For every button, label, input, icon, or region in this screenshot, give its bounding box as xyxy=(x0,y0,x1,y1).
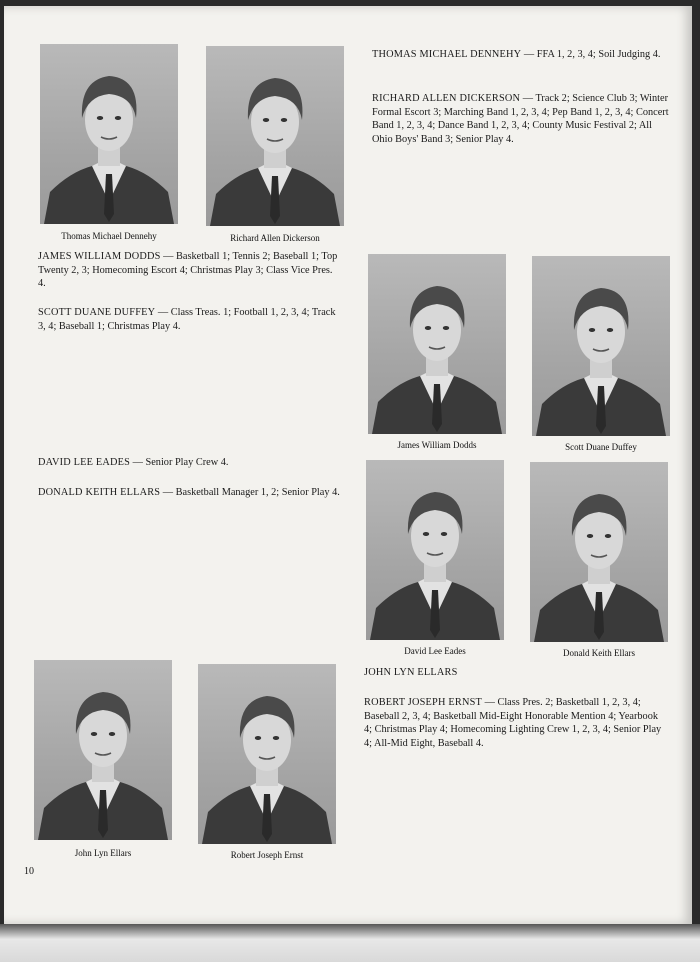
portrait-dodds xyxy=(368,254,506,434)
caption-dickerson: Richard Allen Dickerson xyxy=(230,233,320,243)
caption-ernst: Robert Joseph Ernst xyxy=(230,850,304,860)
caption-ellars-donald: Donald Keith Ellars xyxy=(563,648,635,658)
portrait-silhouette xyxy=(532,256,670,436)
bio-text: — Basketball Manager 1, 2; Senior Play 4. xyxy=(160,487,340,498)
bio-text: — Class Treas. 1; Football 1, 2, 3, 4; Track 3, 4; Baseball 1; Christmas Play 4. xyxy=(38,307,336,332)
bio-name: SCOTT DUANE DUFFEY xyxy=(38,307,156,318)
portrait-silhouette xyxy=(206,46,344,226)
caption-duffey: Scott Duane Duffey xyxy=(565,442,637,452)
bio-ellars-john xyxy=(364,666,666,680)
portrait-eades xyxy=(366,460,504,640)
portrait-dennehy xyxy=(40,44,178,224)
portrait-duffey xyxy=(532,256,670,436)
page-number: 10 xyxy=(24,866,34,877)
portrait-silhouette xyxy=(34,660,172,840)
bio-name: RICHARD ALLEN DICKERSON xyxy=(372,93,521,104)
page-edge-shadow xyxy=(0,924,700,962)
bio-dodds xyxy=(38,250,340,291)
caption-eades: David Lee Eades xyxy=(404,646,466,656)
caption-ellars-john: John Lyn Ellars xyxy=(74,848,132,858)
bio-name: ROBERT JOSEPH ERNST xyxy=(364,697,482,708)
bio-ernst xyxy=(364,696,668,750)
portrait-ellars-john xyxy=(34,660,172,840)
bio-duffey xyxy=(38,306,340,333)
bio-name: DONALD KEITH ELLARS xyxy=(38,487,161,498)
bio-text: — Basketball 1; Tennis 2; Baseball 1; Top Twenty 2, 3; Homecoming Escort 4; Christmas Play 3; Class Vice Pres. 4. xyxy=(38,251,338,290)
bio-name: JAMES WILLIAM DODDS xyxy=(38,251,161,262)
caption-dodds: James William Dodds xyxy=(397,440,477,450)
caption-dennehy: Thomas Michael Dennehy xyxy=(61,231,157,241)
portrait-silhouette xyxy=(530,462,668,642)
portrait-silhouette xyxy=(368,254,506,434)
bio-name: THOMAS MICHAEL DENNEHY xyxy=(372,49,522,60)
portrait-silhouette xyxy=(198,664,336,844)
portrait-ellars-donald xyxy=(530,462,668,642)
bio-text: — FFA 1, 2, 3, 4; Soil Judging 4. xyxy=(521,49,661,60)
portrait-silhouette xyxy=(366,460,504,640)
bio-text: — Track 2; Science Club 3; Winter Formal Escort 3; Marching Band 1, 2, 3, 4; Pep Band 1, 2, 3, 4; Concert Band 1, 2, 3, 4; Dance Band 1, 2, 3, 4; County Music Festival 2; All Ohio Boys' Band 3; Senior Play 4. xyxy=(372,93,669,145)
portrait-dickerson xyxy=(206,46,344,226)
bio-name: DAVID LEE EADES xyxy=(38,457,131,468)
bio-text: — Senior Play Crew 4. xyxy=(130,457,229,468)
portrait-silhouette xyxy=(40,44,178,224)
bio-name: JOHN LYN ELLARS xyxy=(364,667,458,678)
portrait-ernst xyxy=(198,664,336,844)
bio-text: — Class Pres. 2; Basketball 1, 2, 3, 4; Baseball 2, 3, 4; Basketball Mid-Eight Honorable Mention 4; Yearbook 4; Christmas Play 4; Homecoming Lighting Crew 1, 2, 3, 4; Senior Play 4; All-Mid Eight, Baseball 4. xyxy=(364,697,662,749)
bio-dickerson xyxy=(372,92,674,146)
bio-dennehy xyxy=(372,48,672,62)
bio-ellars-donald xyxy=(38,486,340,500)
bio-eades xyxy=(38,456,340,470)
